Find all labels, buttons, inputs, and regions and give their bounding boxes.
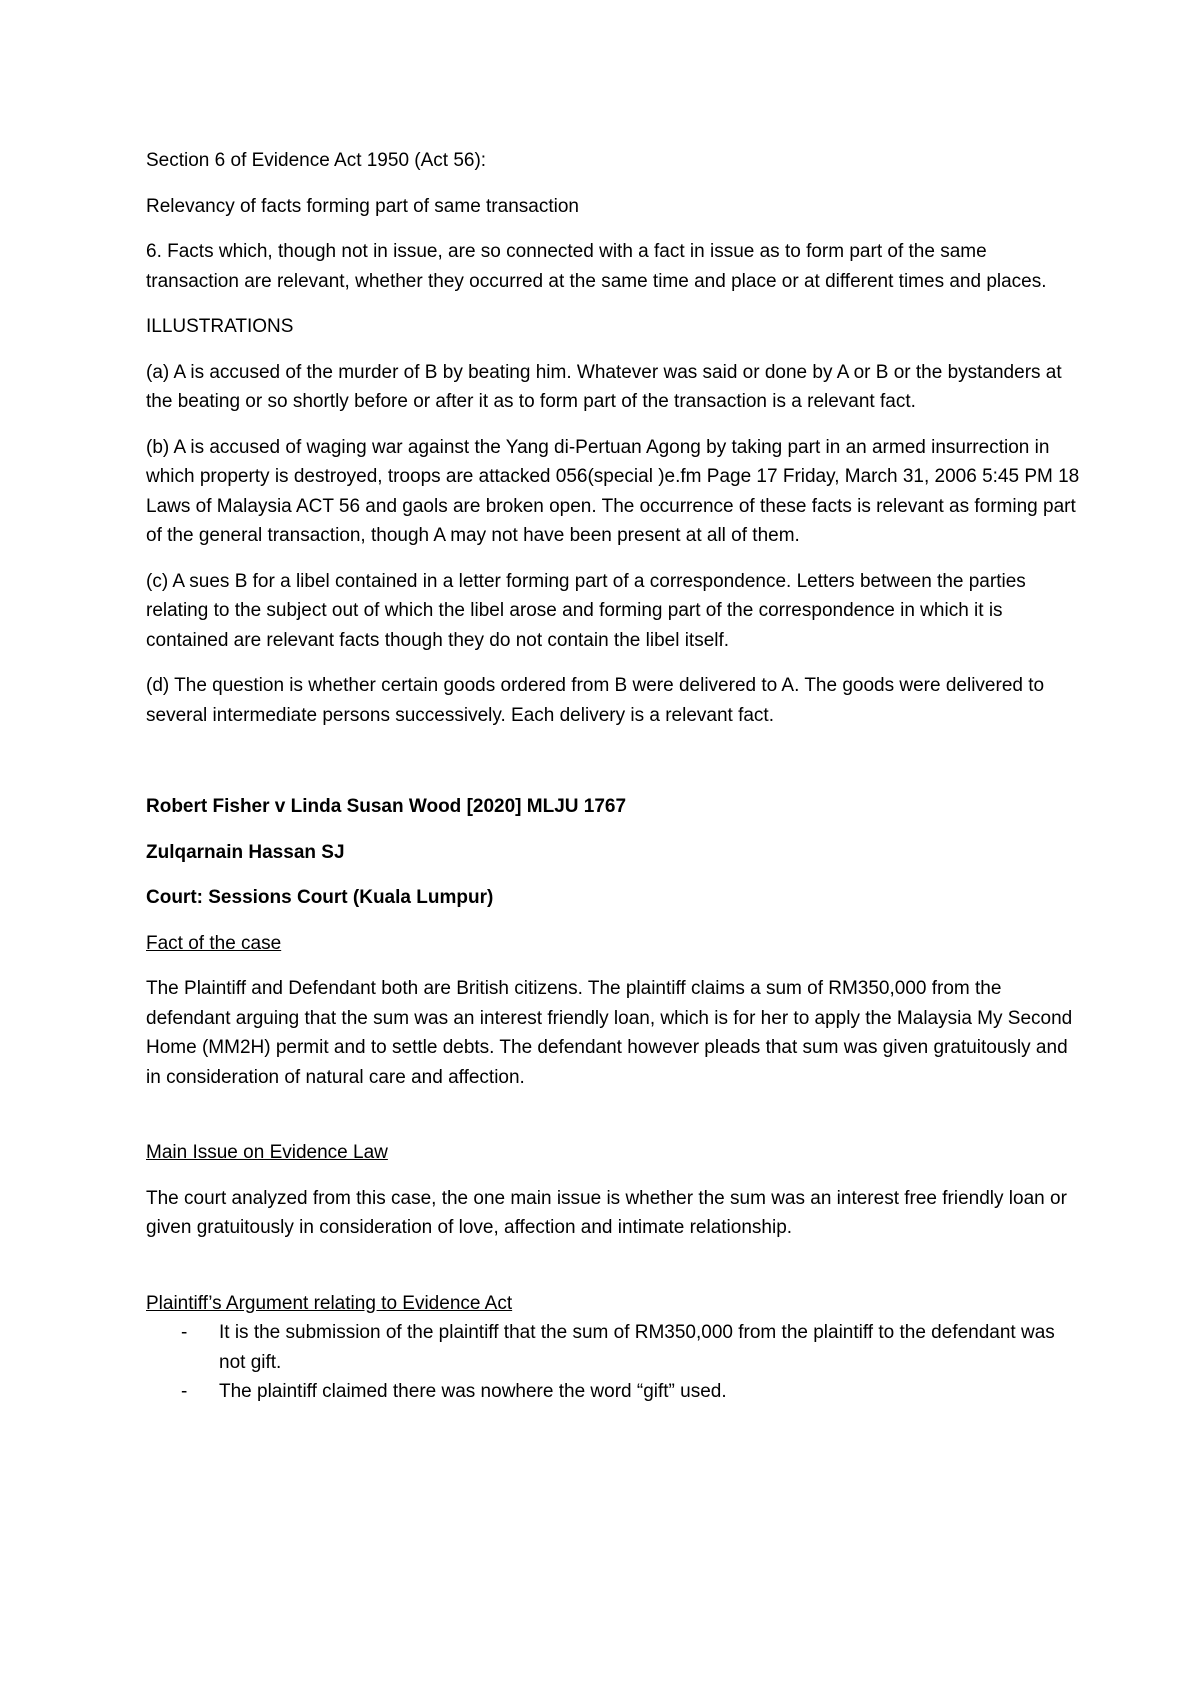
list-item bbox=[146, 1377, 1080, 1407]
list-item-text: It is the submission of the plaintiff that the sum of RM350,000 from the plaintiff to the defendant was not gift. bbox=[219, 1322, 1055, 1373]
facts-text: The Plaintiff and Defendant both are British citizens. The plaintiff claims a sum of RM350,000 from the defendant arguing that the sum was an interest friendly loan, which is for her to apply the Malaysia My Second Home (MM2H) permit and to settle debts. The defendant however pleads that sum was given gratuitously and in consideration of natural care and affection. bbox=[146, 978, 1073, 1088]
plaintiff-argument-heading: Plaintiff’s Argument relating to Evidence Act bbox=[146, 1292, 513, 1314]
list-item bbox=[146, 1318, 1080, 1377]
list-item-text: The plaintiff claimed there was nowhere the word “gift” used. bbox=[219, 1381, 727, 1402]
main-issue-heading: Main Issue on Evidence Law bbox=[146, 1142, 388, 1163]
illustration-c: (c) A sues B for a libel contained in a letter forming part of a correspondence. Letters between the parties relating to the subject out of which the libel arose and forming part of the correspondence in which it is contained are relevant facts though they do not contain the libel itself. bbox=[146, 570, 1026, 651]
section-subheading: Relevancy of facts forming part of same transaction bbox=[146, 195, 579, 217]
bullet-dash: - bbox=[181, 1381, 188, 1402]
section-text: 6. Facts which, though not in issue, are so connected with a fact in issue as to form part of the same transaction are relevant, whether they occurred at the same time and place or at different times and places. bbox=[146, 241, 1047, 292]
illustrations-heading: ILLUSTRATIONS bbox=[146, 316, 294, 337]
section-heading: Section 6 of Evidence Act 1950 (Act 56): bbox=[146, 150, 487, 171]
bullet-dash: - bbox=[181, 1322, 188, 1343]
main-issue-text: The court analyzed from this case, the one main issue is whether the sum was an interest free friendly loan or given gratuitously in consideration of love, affection and intimate relationship. bbox=[146, 1187, 1067, 1238]
illustration-a: (a) A is accused of the murder of B by beating him. Whatever was said or done by A or B or the bystanders at the beating or so shortly before or after it as to form part of the transaction is a relevant fact. bbox=[146, 361, 1062, 412]
case-judge: Zulqarnain Hassan SJ bbox=[146, 841, 345, 863]
case-title: Robert Fisher v Linda Susan Wood [2020] MLJU 1767 bbox=[146, 796, 627, 817]
illustration-d: (d) The question is whether certain goods ordered from B were delivered to A. The goods were delivered to several intermediate persons successively. Each delivery is a relevant fact. bbox=[146, 675, 1045, 726]
case-court: Court: Sessions Court (Kuala Lumpur) bbox=[146, 887, 494, 908]
plaintiff-argument-list bbox=[146, 1318, 1080, 1407]
illustration-b: (b) A is accused of waging war against the Yang di-Pertuan Agong by taking part in an armed insurrection in which property is destroyed, troops are attacked 056(special )e.fm Page 17 Friday, March 31, 2006 5:45 PM 18 Laws of Malaysia ACT 56 and gaols are broken open. The occurrence of these facts is relevant as forming part of the general transaction, though A may not have been present at all of them. bbox=[146, 436, 1080, 546]
facts-heading: Fact of the case bbox=[146, 932, 282, 954]
